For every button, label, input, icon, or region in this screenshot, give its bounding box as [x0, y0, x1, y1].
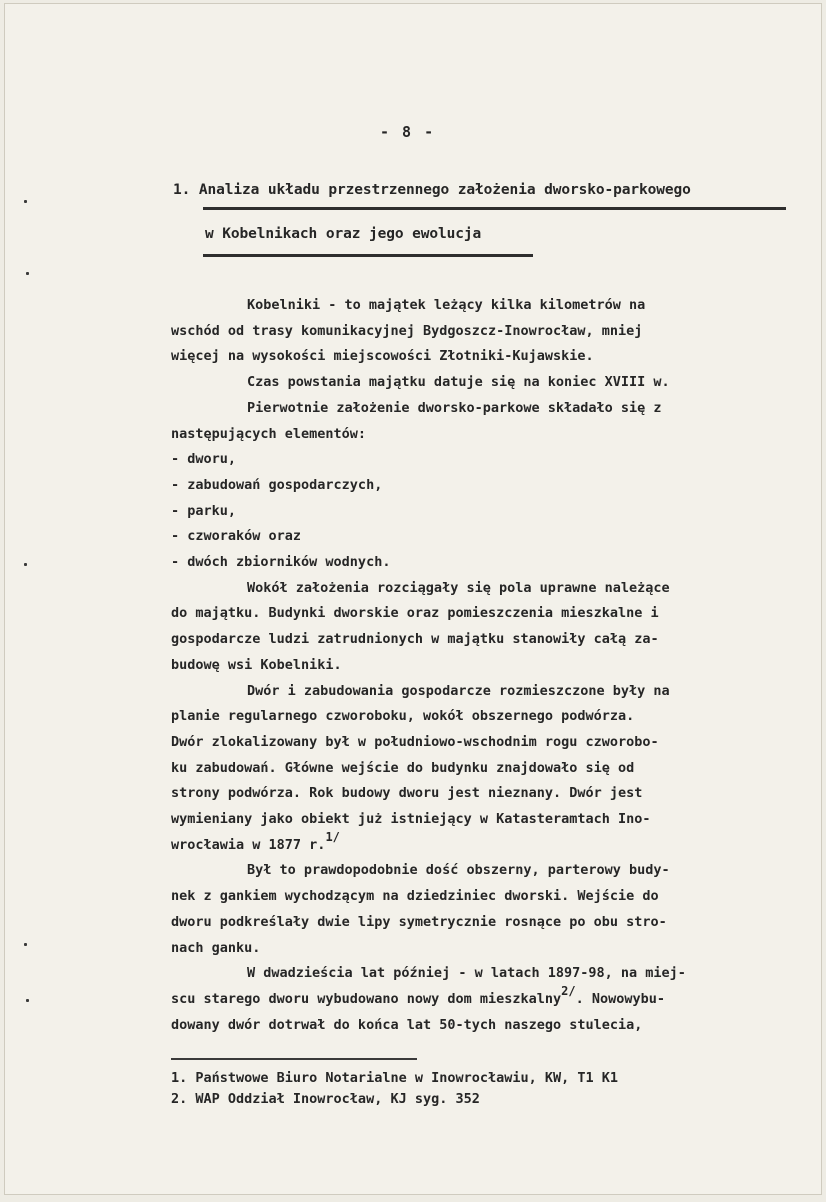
body-line: [171, 604, 659, 622]
footnote-2: 2. WAP Oddział Inowrocław, KJ syg. 352: [171, 1091, 480, 1107]
body-line: [247, 373, 670, 391]
body-line: [171, 450, 236, 468]
margin-mark: [26, 999, 29, 1002]
body-line-text: Kobelniki - to majątek leżący kilka kilometrów na: [247, 297, 646, 313]
body-line: [247, 682, 670, 700]
body-line: [171, 887, 659, 905]
body-line-text: nek z gankiem wychodzącym na dziedziniec dworski. Wejście do: [171, 888, 659, 904]
body-line: [171, 733, 659, 751]
body-line: [247, 296, 645, 314]
footnote-1: 1. Państwowe Biuro Notarialne w Inowrocławiu, KW, T1 K1: [171, 1070, 619, 1086]
body-line: [171, 984, 666, 1008]
body-line-text: więcej na wysokości miejscowości Złotniki-Kujawskie.: [171, 348, 594, 364]
body-line: [247, 964, 686, 982]
body-line-text: ku zabudowań. Główne wejście do budynku znajdowało się od: [171, 760, 635, 776]
body-line-text: nach ganku.: [171, 940, 261, 956]
body-line-text: wymieniany jako obiekt już istniejący w Katasteramtach Ino-: [171, 811, 651, 827]
body-line-text: strony podwórza. Rok budowy dworu jest nieznany. Dwór jest: [171, 785, 643, 801]
footnote-reference: 2/: [561, 984, 576, 998]
body-line-text: następujących elementów:: [171, 426, 367, 442]
body-line: [171, 347, 594, 365]
body-line: [247, 579, 670, 597]
body-line-text: planie regularnego czworoboku, wokół obszernego podwórza.: [171, 708, 635, 724]
body-line-text: Dwór zlokalizowany był w południowo-wschodnim rogu czworobo-: [171, 734, 659, 750]
body-line: [171, 913, 667, 931]
body-line-text: - dwóch zbiorników wodnych.: [171, 554, 391, 570]
body-line: [171, 1016, 642, 1034]
footnote-reference: 1/: [325, 830, 340, 844]
margin-mark: [26, 272, 29, 275]
body-line-text: - dworu,: [171, 451, 237, 467]
footnote-separator: [171, 1058, 417, 1060]
margin-mark: [24, 943, 27, 946]
body-line: [247, 399, 662, 417]
body-line-tail: Nowowybu-: [591, 991, 666, 1007]
body-line-text: Pierwotnie założenie dworsko-parkowe składało się z: [247, 400, 662, 416]
section-heading-line-1: 1. Analiza układu przestrzennego założenia dworsko-parkowego: [173, 182, 691, 198]
body-line: [171, 830, 340, 854]
body-line: [171, 939, 260, 957]
body-line: [171, 425, 366, 443]
margin-mark: [24, 200, 27, 203]
body-line-text: wrocławia w 1877 r.: [171, 837, 326, 853]
document-page: [4, 3, 822, 1195]
body-line-text: Wokół założenia rozciągały się pola uprawne należące: [247, 580, 670, 596]
body-line-text: dowany dwór dotrwał do końca lat 50-tych naszego stulecia,: [171, 1017, 643, 1033]
body-line-text: gospodarcze ludzi zatrudnionych w majątku stanowiły całą za-: [171, 631, 659, 647]
body-line-text: dworu podkreślały dwie lipy symetrycznie rosnące po obu stro-: [171, 914, 667, 930]
body-line: [171, 476, 382, 494]
heading-underline-1: [203, 207, 786, 210]
heading-underline-2: [203, 254, 533, 257]
section-heading-line-2: w Kobelnikach oraz jego ewolucja: [205, 226, 482, 242]
body-line-text: - parku,: [171, 503, 237, 519]
body-line: [171, 810, 651, 828]
page-number: - 8 -: [380, 123, 436, 141]
body-line-text: - czworaków oraz: [171, 528, 302, 544]
body-line-text: - zabudowań gospodarczych,: [171, 477, 383, 493]
body-line-text: Czas powstania majątku datuje się na koniec XVIII w.: [247, 374, 670, 390]
body-line-text: do majątku. Budynki dworskie oraz pomieszczenia mieszkalne i: [171, 605, 659, 621]
body-line: [171, 784, 642, 802]
body-line: [171, 527, 301, 545]
margin-mark: [24, 563, 27, 566]
body-line: [171, 630, 659, 648]
body-line: [171, 707, 634, 725]
body-line: [171, 322, 642, 340]
body-line-text: budowę wsi Kobelniki.: [171, 657, 342, 673]
body-line: [171, 502, 236, 520]
body-line-text: scu starego dworu wybudowano nowy dom mieszkalny: [171, 991, 562, 1007]
body-line-text: W dwadzieścia lat później - w latach 1897-98, na miej-: [247, 965, 686, 981]
body-line: [171, 759, 634, 777]
body-line: [171, 553, 390, 571]
body-line: [247, 861, 670, 879]
body-line-text: Dwór i zabudowania gospodarcze rozmieszczone były na: [247, 683, 670, 699]
body-line-text: Był to prawdopodobnie dość obszerny, parterowy budy-: [247, 862, 670, 878]
body-line: [171, 656, 342, 674]
punctuation: .: [575, 991, 592, 1007]
body-line-text: wschód od trasy komunikacyjnej Bydgoszcz-Inowrocław, mniej: [171, 323, 643, 339]
